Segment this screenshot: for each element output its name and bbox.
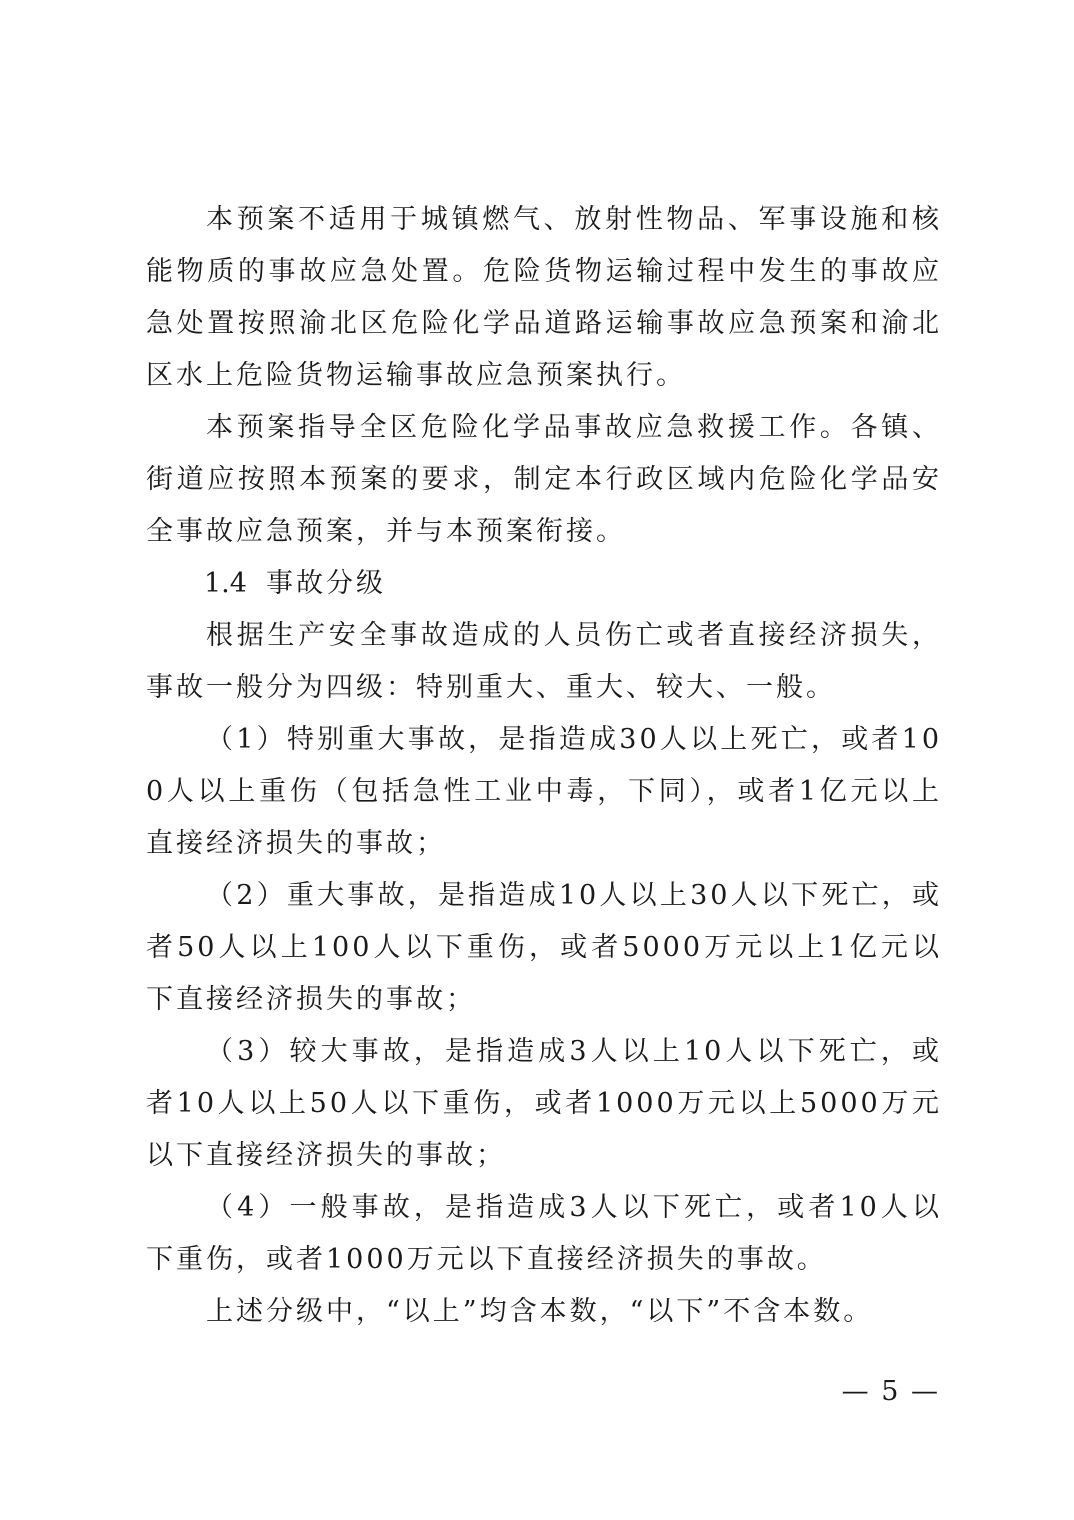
page-number: — 5 —: [841, 1376, 940, 1407]
paragraph-level-1: （1）特别重大事故，是指造成30人以上死亡，或者100人以上重伤（包括急性工业中毒，下同），或者1亿元以上直接经济损失的事故；: [146, 724, 942, 859]
section-title: 事故分级: [266, 568, 386, 599]
section-number: 1.4: [204, 568, 247, 599]
section-heading: [146, 558, 942, 610]
paragraph-level-4: （4）一般事故，是指造成3人以下死亡，或者10人以下重伤，或者1000万元以下直接经济损失的事故。: [146, 1192, 942, 1275]
paragraph-note: 上述分级中，“以上”均含本数，“以下”不含本数。: [206, 1296, 874, 1327]
paragraph-level-3: （3）较大事故，是指造成3人以上10人以下死亡，或者10人以上50人以下重伤，或者1000万元以上5000万元以下直接经济损失的事故；: [146, 1036, 942, 1171]
document-body: [146, 194, 942, 1338]
paragraph-scope-exclusion: 本预案不适用于城镇燃气、放射性物品、军事设施和核能物质的事故应急处置。危险货物运输过程中发生的事故应急处置按照渝北区危险化学品道路运输事故应急预案和渝北区水上危险货物运输事故应急预案执行。: [146, 204, 942, 391]
paragraph-scope-guidance: 本预案指导全区危险化学品事故应急救援工作。各镇、街道应按照本预案的要求，制定本行政区域内危险化学品安全事故应急预案，并与本预案衔接。: [146, 412, 942, 547]
paragraph-level-2: （2）重大事故，是指造成10人以上30人以下死亡，或者50人以上100人以下重伤，或者5000万元以上1亿元以下直接经济损失的事故；: [146, 880, 942, 1015]
paragraph-classification-intro: 根据生产安全事故造成的人员伤亡或者直接经济损失，事故一般分为四级：特别重大、重大、较大、一般。: [146, 620, 942, 703]
